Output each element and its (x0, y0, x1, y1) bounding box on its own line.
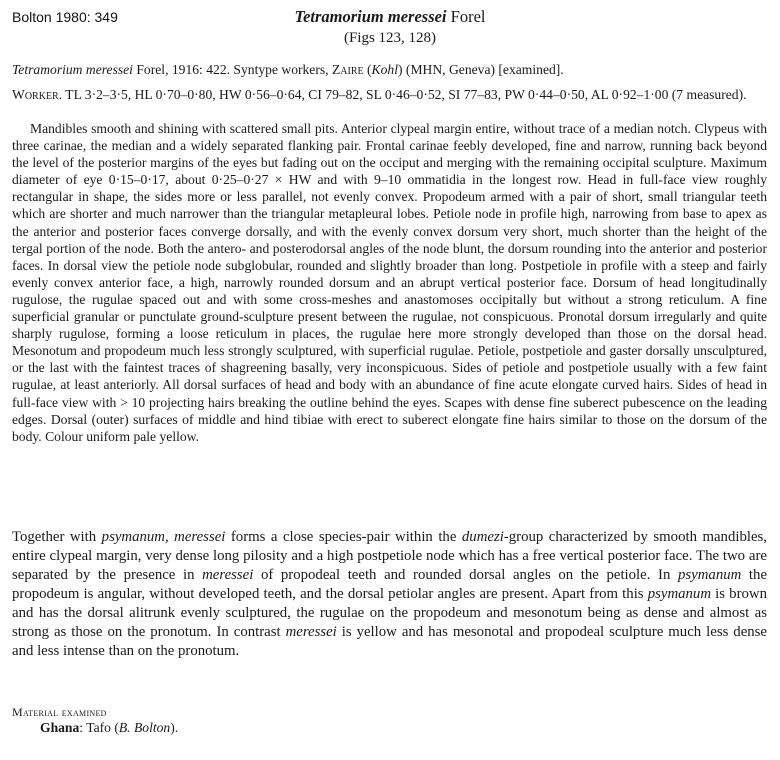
discussion-taxon: psymanum (678, 567, 742, 583)
discussion-taxon: meressei (285, 624, 337, 640)
figure-reference: (Figs 123, 128) (343, 30, 437, 46)
material-line (40, 720, 178, 736)
material-collector: B. Bolton (118, 720, 171, 735)
discussion-text: is yellow and has mesonotal and propodeal sculpture much less dense and less intense than on the pronotum. (12, 624, 767, 659)
discussion-text: is brown and has the dorsal alitrunk evenly sculptured, the rugulae on the propodeum and mesonotum being as dense and almost as strong as those on the pronotum. In contrast (12, 586, 767, 640)
discussion-taxon: meressei (202, 567, 254, 583)
discussion-text: forms a close species-pair within the (225, 529, 462, 545)
discussion-text: of propodeal teeth and rounded dorsal angles on the petiole. In (253, 567, 679, 583)
discussion-text: the propodeum is angular, without developed teeth, and the dorsal petiolar angles are present. Apart from this (12, 567, 768, 602)
material-heading: Material examined (12, 705, 107, 719)
discussion-text: Together with (12, 529, 102, 545)
worker-description: Mandibles smooth and shining with scattered small pits. Anterior clypeal margin entire, without trace of a median notch. Clypeus with three carinae, the median and a widely separated flanking pair. Frontal carinae feebly developed, fine and narrow, running back beyond the level of the posterior margins of the eyes but fading out on the occiput and merging with the remaining occipital sculpture. Maximum diameter of eye 0·15–0·17, about 0·25–0·27 × HW and with 9–10 ommatidia in the longest row. Head in full-face view roughly rectangular in shape, the sides more or less parallel, not evenly convex. Propodeum armed with a pair of short, small triangular teeth which are shorter and much narrower than the triangular metapleural lobes. Petiole node in profile high, narrowing from base to apex as the anterior and posterior faces converge dorsally, and with the evenly convex dorsum very short, much shorter than the height of the tergal portion of the node. Both the antero- and posterodorsal angles of the node blunt, the dorsum rounding into the anterior and posterior faces. In dorsal view the petiole node subglobular, rounded and slightly broader than long. Postpetiole in profile with a steep and fairly evenly convex anterior face, a high, narrowly rounded dorsum and an abrupt vertical posterior face. Dorsum of head longitudinally rugulose, the rugulae spaced out and with some cross-meshes and anastomoses occipitally but without a strong reticulum. A fine superficial granular or punctulate ground-sculpture present between the rugulae, not conspicuous. Pronotal dorsum irregularly and quite sharply rugulose, forming a loose reticulum in places, the rugulae here more strongly developed than those on the dorsal head. Mesonotum and propodeum much less strongly sculptured, with superficial rugulae. Petiole, postpetiole and gaster dorsally unsculptured, or the last with the faintest traces of shagreening basally, very inconspicuous. Sides of petiole and postpetiole usually with a few faint rugulae, at least anteriorly. All dorsal surfaces of head and body with an abundance of fine acute elongate curved hairs. Sides of head in full-face view with > 10 projecting hairs breaking the outline behind the eyes. Scapes with dense fine suberect pubescence on the leading edges. Dorsal (outer) surfaces of middle and hind tibiae with erect to suberect elongate fine hairs similar to those on the dorsum of the body. Colour uniform pale yellow. (12, 121, 767, 444)
discussion-taxon: psymanum, meressei (101, 529, 226, 545)
synonymy-repository: (MHN, Geneva) [examined]. (405, 62, 564, 77)
synonymy-locality: Zaire (331, 62, 364, 77)
measurements-text: TL 3·2–3·5, HL 0·70–0·80, HW 0·56–0·64, CI 79–82, SL 0·46–0·52, SI 77–83, PW 0·44–0·50, AL 0·92–1·00 (7 measured). (65, 87, 747, 102)
worker-measurements (12, 86, 767, 103)
species-name: Tetramorium meressei (294, 7, 447, 26)
species-author: Forel (450, 7, 486, 26)
discussion-paragraph (12, 528, 767, 661)
synonymy-line: Tetramorium meressei Forel, 1916: 422. Syntype workers, Zaire (Kohl) (MHN, Geneva) [examined]. (12, 62, 564, 77)
species-title (0, 6, 780, 28)
discussion-taxon: dumezi (461, 529, 504, 545)
discussion-text: -group characterized by smooth mandibles, entire clypeal margin, very dense long pilosity and a high postpetiole node which has a free vertical posterior face. The two are separated by the presence in (12, 529, 767, 583)
worker-label: Worker. (12, 87, 63, 102)
material-country: Ghana (40, 720, 80, 735)
synonymy-collector: Kohl (371, 62, 398, 77)
synonymy-reference: Forel, 1916: 422. Syntype workers, (136, 62, 329, 77)
material-close: ). (170, 720, 179, 735)
citation-label: Bolton 1980: 349 (12, 9, 118, 25)
material-locality: : Tafo ( (79, 720, 119, 735)
synonymy-name: Tetramorium meressei (12, 62, 133, 77)
discussion-taxon: psymanum (647, 586, 712, 602)
